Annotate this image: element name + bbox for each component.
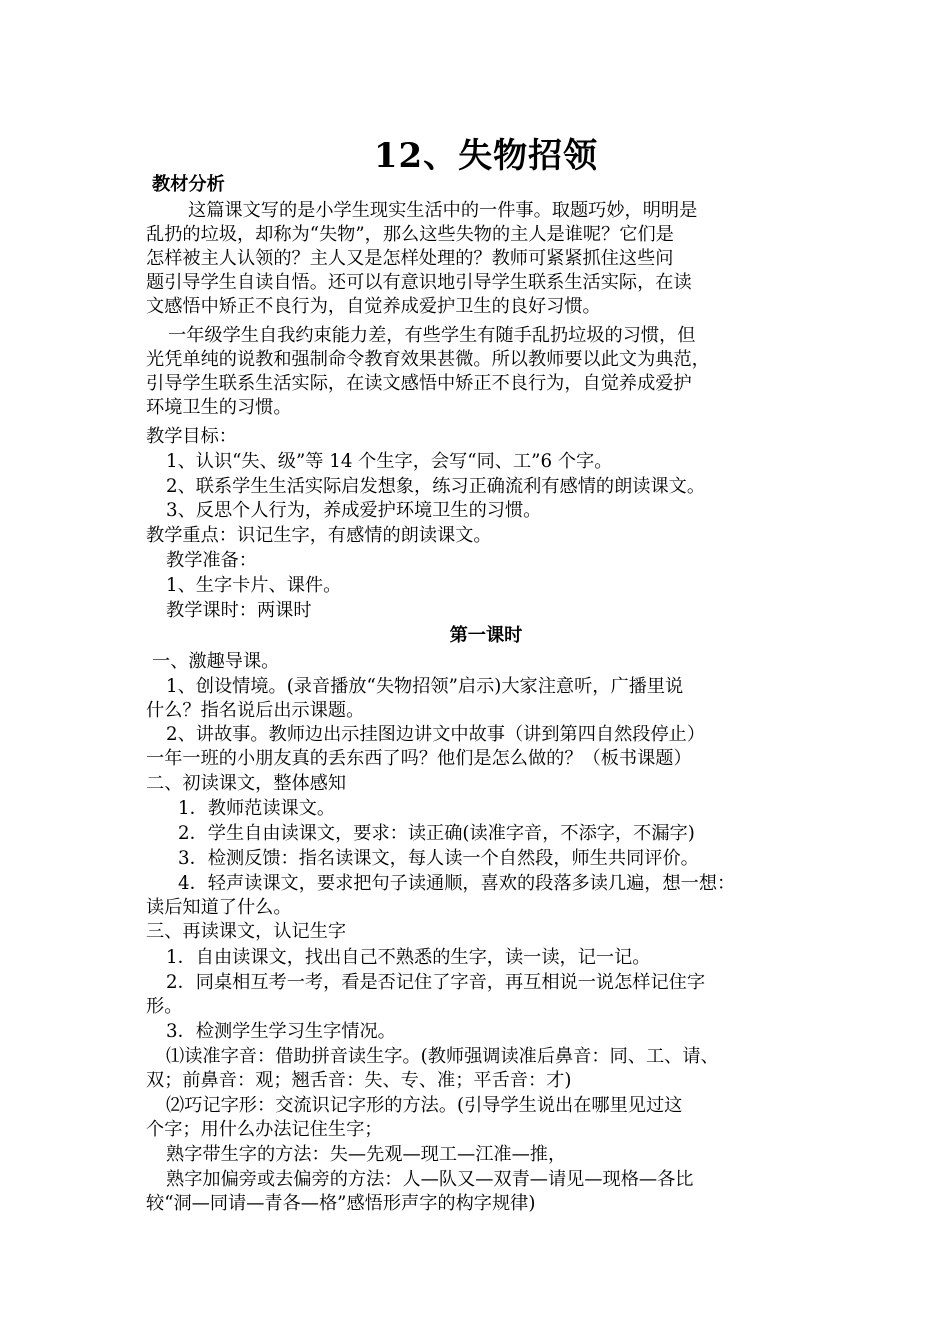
list-item: 3、反思个人行为，养成爱护环境卫生的习惯。 bbox=[166, 500, 542, 521]
section-heading: 三、再读课文，认记生字 bbox=[146, 921, 347, 942]
paragraph-line: 光凭单纯的说教和强制命令教育效果甚微。所以教师要以此文为典范， bbox=[146, 349, 710, 370]
paragraph-line: 形。 bbox=[146, 996, 183, 1017]
section-heading: 教材分析 bbox=[152, 174, 225, 195]
paragraph-line: 熟字加偏旁或去偏旁的方法：人—队又—双青—请见—现格—各比 bbox=[166, 1169, 694, 1190]
list-item: 1．教师范读课文。 bbox=[178, 798, 336, 819]
paragraph-line: 一年一班的小朋友真的丢东西了吗？他们是怎么做的？（板书课题） bbox=[146, 748, 692, 769]
paragraph-line: 题引导学生自读自悟。还可以有意识地引导学生联系生活实际，在读 bbox=[146, 272, 692, 293]
paragraph-line: 文感悟中矫正不良行为，自觉养成爱护卫生的良好习惯。 bbox=[146, 296, 601, 317]
section-heading: 一、激趣导课。 bbox=[152, 651, 280, 672]
paragraph-line: 这篇课文写的是小学生现实生活中的一件事。取题巧妙，明明是 bbox=[188, 200, 698, 221]
paragraph-line: 环境卫生的习惯。 bbox=[146, 397, 292, 418]
list-item: 2、联系学生生活实际启发想象，练习正确流利有感情的朗读课文。 bbox=[166, 476, 706, 497]
list-item: 4．轻声读课文，要求把句子读通顺，喜欢的段落多读几遍，想一想： bbox=[178, 873, 736, 894]
paragraph-line: 1、创设情境。(录音播放“失物招领”启示)大家注意听，广播里说 bbox=[166, 676, 684, 697]
list-item: 2．同桌相互考一考，看是否记住了字音，再互相说一说怎样记住字 bbox=[166, 972, 706, 993]
paragraph-line: 乱扔的垃圾，却称为“失物”，那么这些失物的主人是谁呢？它们是 bbox=[146, 224, 674, 245]
paragraph-line: 2、讲故事。教师边出示挂图边讲文中故事（讲到第四自然段停止） bbox=[166, 724, 706, 745]
paragraph-line: 引导学生联系生活实际，在读文感悟中矫正不良行为，自觉养成爱护 bbox=[146, 373, 692, 394]
paragraph-line: 个字；用什么办法记住生字； bbox=[146, 1119, 383, 1140]
section-heading: 二、初读课文，整体感知 bbox=[146, 773, 347, 794]
paragraph-line: 较“洞—同请—青各—格”感悟形声字的构字规律) bbox=[146, 1193, 536, 1214]
lesson-heading: 第一课时 bbox=[449, 625, 523, 646]
paragraph-line: 熟字带生字的方法：失—先观—现工—江准—推， bbox=[166, 1144, 567, 1165]
paragraph-line: 双；前鼻音：观；翘舌音：失、专、准；平舌音：才) bbox=[146, 1070, 572, 1091]
list-item: 3．检测反馈：指名读课文，每人读一个自然段，师生共同评价。 bbox=[178, 848, 699, 869]
paragraph-line: 读后知道了什么。 bbox=[146, 897, 292, 918]
list-item: ⑴读准字音：借助拼音读生字。(教师强调读准后鼻音：同、工、请、 bbox=[166, 1046, 719, 1067]
section-heading: 教学准备： bbox=[166, 550, 257, 571]
paragraph-line: 一年级学生自我约束能力差，有些学生有随手乱扔垃圾的习惯，但 bbox=[168, 325, 696, 346]
paragraph-line: 教学重点：识记生字，有感情的朗读课文。 bbox=[146, 525, 492, 546]
page-title: 12、失物招领 bbox=[373, 136, 599, 176]
list-item: ⑵巧记字形：交流识记字形的方法。(引导学生说出在哪里见过这 bbox=[166, 1095, 683, 1116]
list-item: 2．学生自由读课文，要求：读正确(读准字音，不添字，不漏字) bbox=[178, 823, 695, 844]
paragraph-line: 教学课时：两课时 bbox=[166, 600, 312, 621]
list-item: 1．自由读课文，找出自己不熟悉的生字，读一读，记一记。 bbox=[166, 947, 651, 968]
list-item: 1、生字卡片、课件。 bbox=[166, 575, 342, 596]
list-item: 3．检测学生学习生字情况。 bbox=[166, 1021, 396, 1042]
paragraph-line: 怎样被主人认领的？主人又是怎样处理的？教师可紧紧抓住这些问 bbox=[146, 248, 674, 269]
list-item: 1、认识“失、级”等 14 个生字，会写“同、工”6 个字。 bbox=[166, 451, 613, 472]
section-heading: 教学目标： bbox=[146, 426, 237, 447]
paragraph-line: 什么？指名说后出示课题。 bbox=[146, 700, 365, 721]
